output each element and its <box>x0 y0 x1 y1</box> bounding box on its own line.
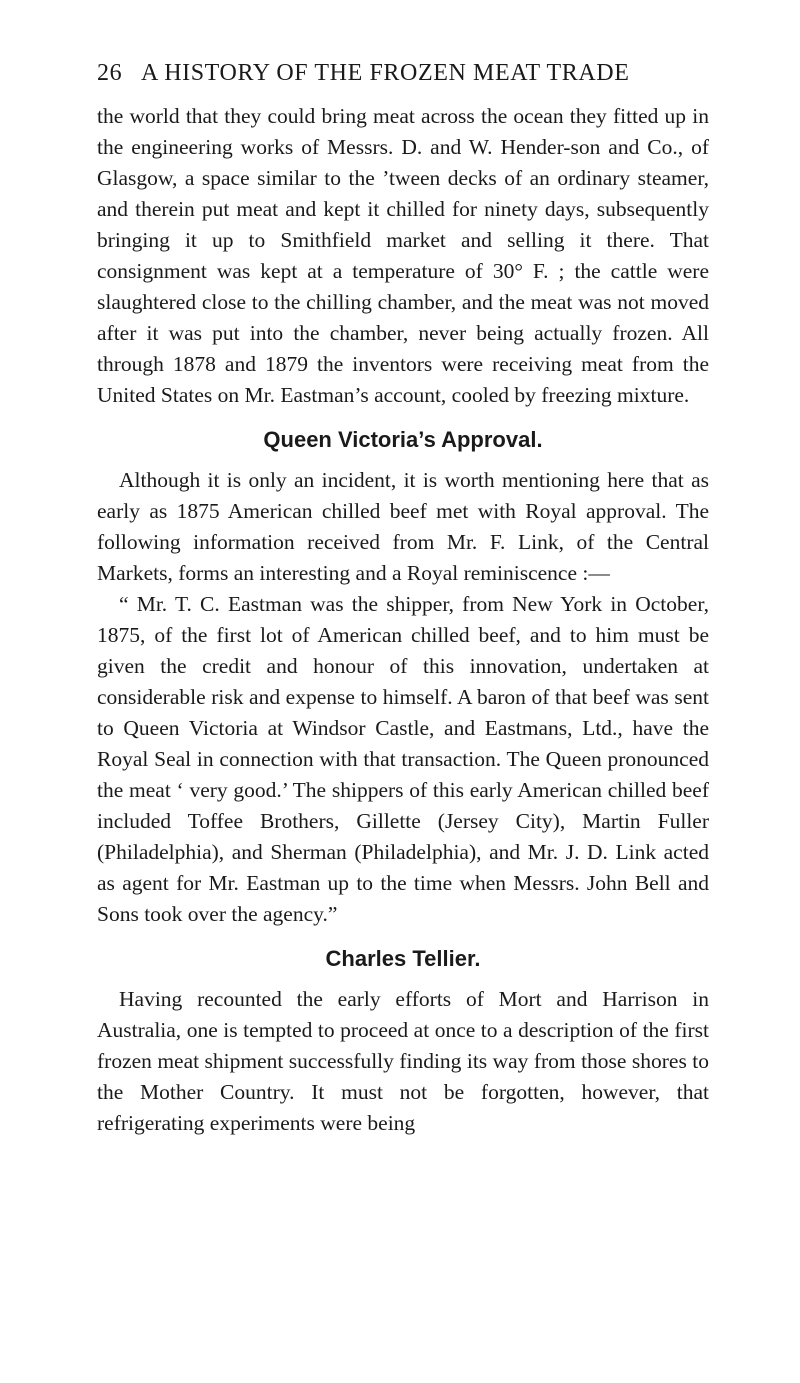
section-heading-queen-victoria: Queen Victoria’s Approval. <box>263 427 543 452</box>
running-head <box>97 58 709 88</box>
page-number: 26 <box>97 60 123 86</box>
paragraph-royal-approval: Although it is only an incident, it is worth mentioning here that as early as 1875 American chilled beef met with Royal approval. The following information received from Mr. F. Link, of the Central Markets, forms an interesting and a Royal reminiscence :— <box>97 468 709 585</box>
book-page <box>97 58 709 1139</box>
section-heading-charles-tellier: Charles Tellier. <box>325 946 481 971</box>
paragraph-quotation: “ Mr. T. C. Eastman was the shipper, from New York in October, 1875, of the first lot of American chilled beef, and to him must be given the credit and honour of this innovation, undertaken at considerable risk and expense to himself. A baron of that beef was sent to Queen Victoria at Windsor Castle, and Eastmans, Ltd., have the Royal Seal in connection with that transaction. The Queen pronounced the meat ‘ very good.’ The shippers of this early American chilled beef included Toffee Brothers, Gillette (Jersey City), Martin Fuller (Philadelphia), and Sherman (Philadelphia), and Mr. J. D. Link acted as agent for Mr. Eastman up to the time when Messrs. John Bell and Sons took over the agency.” <box>97 592 709 926</box>
running-title: A HISTORY OF THE FROZEN MEAT TRADE <box>141 60 630 86</box>
paragraph-tellier: Having recounted the early efforts of Mort and Harrison in Australia, one is tempted to proceed at once to a description of the first frozen meat shipment successfully finding its way from those shores to the Mother Country. It must not be forgotten, however, that refrigerating experiments were being <box>97 987 709 1135</box>
paragraph-continuation: the world that they could bring meat across the ocean they fitted up in the engineering works of Messrs. D. and W. Hender-son and Co., of Glasgow, a space similar to the ’tween decks of an ordinary steamer, and therein put meat and kept it chilled for ninety days, subsequently bringing it up to Smithfield market and selling it there. That consignment was kept at a temperature of 30° F. ; the cattle were slaughtered close to the chilling chamber, and the meat was not moved after it was put into the chamber, never being actually frozen. All through 1878 and 1879 the inventors were receiving meat from the United States on Mr. Eastman’s account, cooled by freezing mixture. <box>97 104 709 407</box>
